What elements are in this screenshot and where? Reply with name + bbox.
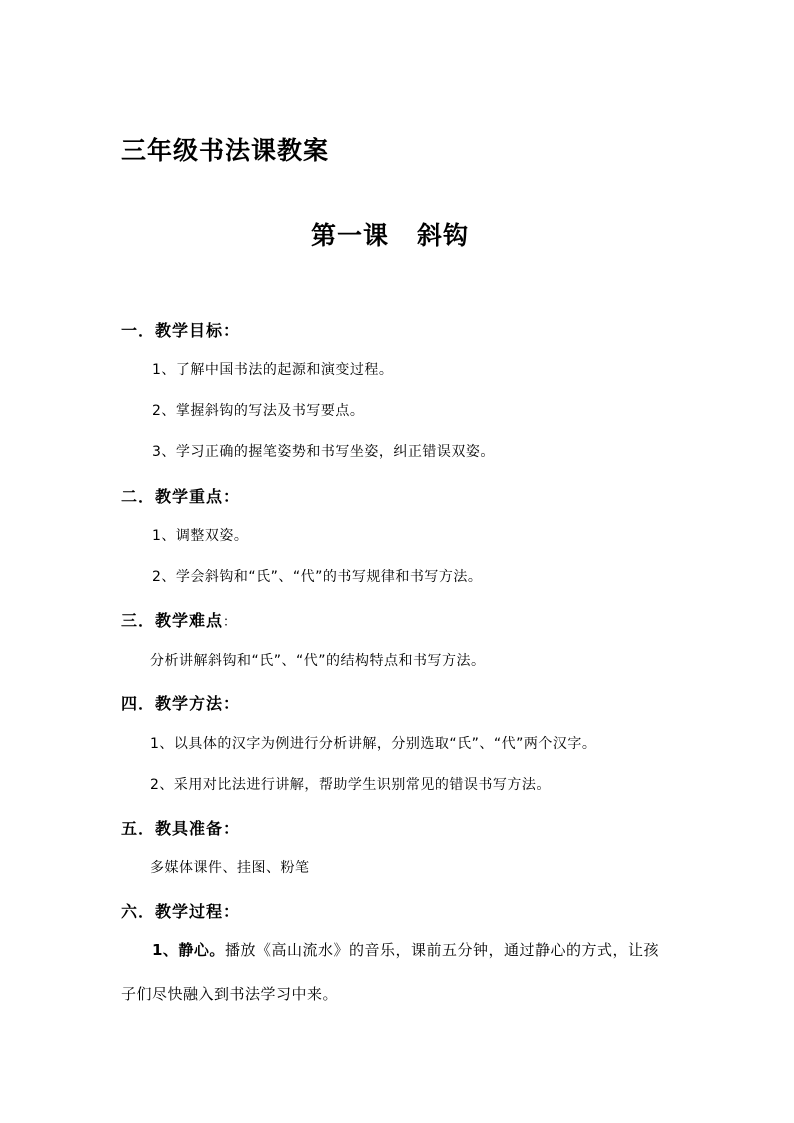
section-heading-text: 三．教学难点: [121, 611, 224, 630]
list-item: 2、学会斜钩和“氏”、“代”的书写规律和书写方法。: [152, 569, 483, 585]
document-title: 三年级书法课教案: [121, 136, 330, 165]
process-step-continuation: 子们尽快融入到书法学习中来。: [121, 985, 339, 1003]
process-step-label: 1、静心。: [152, 941, 225, 959]
section-heading-key-points: 二．教学重点：: [121, 487, 241, 506]
section-heading-difficulties: [121, 608, 237, 631]
list-item: 1、了解中国书法的起源和演变过程。: [152, 362, 394, 378]
lesson-number: 第一课: [311, 221, 390, 250]
lesson-title: [311, 216, 469, 252]
list-item: 多媒体课件、挂图、粉笔: [150, 860, 310, 876]
section-heading-materials: 五．教具准备：: [121, 819, 241, 838]
section-heading-objectives: 一．教学目标：: [121, 321, 241, 340]
list-item: 3、学习正确的握笔姿势和书写坐姿，纠正错误双姿。: [152, 444, 495, 460]
lesson-name: 斜钩: [417, 221, 470, 250]
list-item: 2、掌握斜钩的写法及书写要点。: [152, 403, 365, 419]
list-item: 分析讲解斜钩和“氏”、“代”的结构特点和书写方法。: [150, 653, 486, 669]
section-heading-process: 六．教学过程：: [121, 902, 241, 921]
list-item: 1、以具体的汉字为例进行分析讲解，分别选取“氏”、“代”两个汉字。: [150, 736, 597, 752]
heading-colon: ：: [223, 615, 238, 630]
process-step-text: 播放《高山流水》的音乐，课前五分钟，通过静心的方式，让孩: [224, 941, 659, 959]
process-step-line: [152, 939, 659, 960]
list-item: 1、调整双姿。: [152, 528, 249, 544]
list-item: 2、采用对比法进行讲解，帮助学生识别常见的错误书写方法。: [150, 777, 551, 793]
section-heading-methods: 四．教学方法：: [121, 694, 241, 713]
